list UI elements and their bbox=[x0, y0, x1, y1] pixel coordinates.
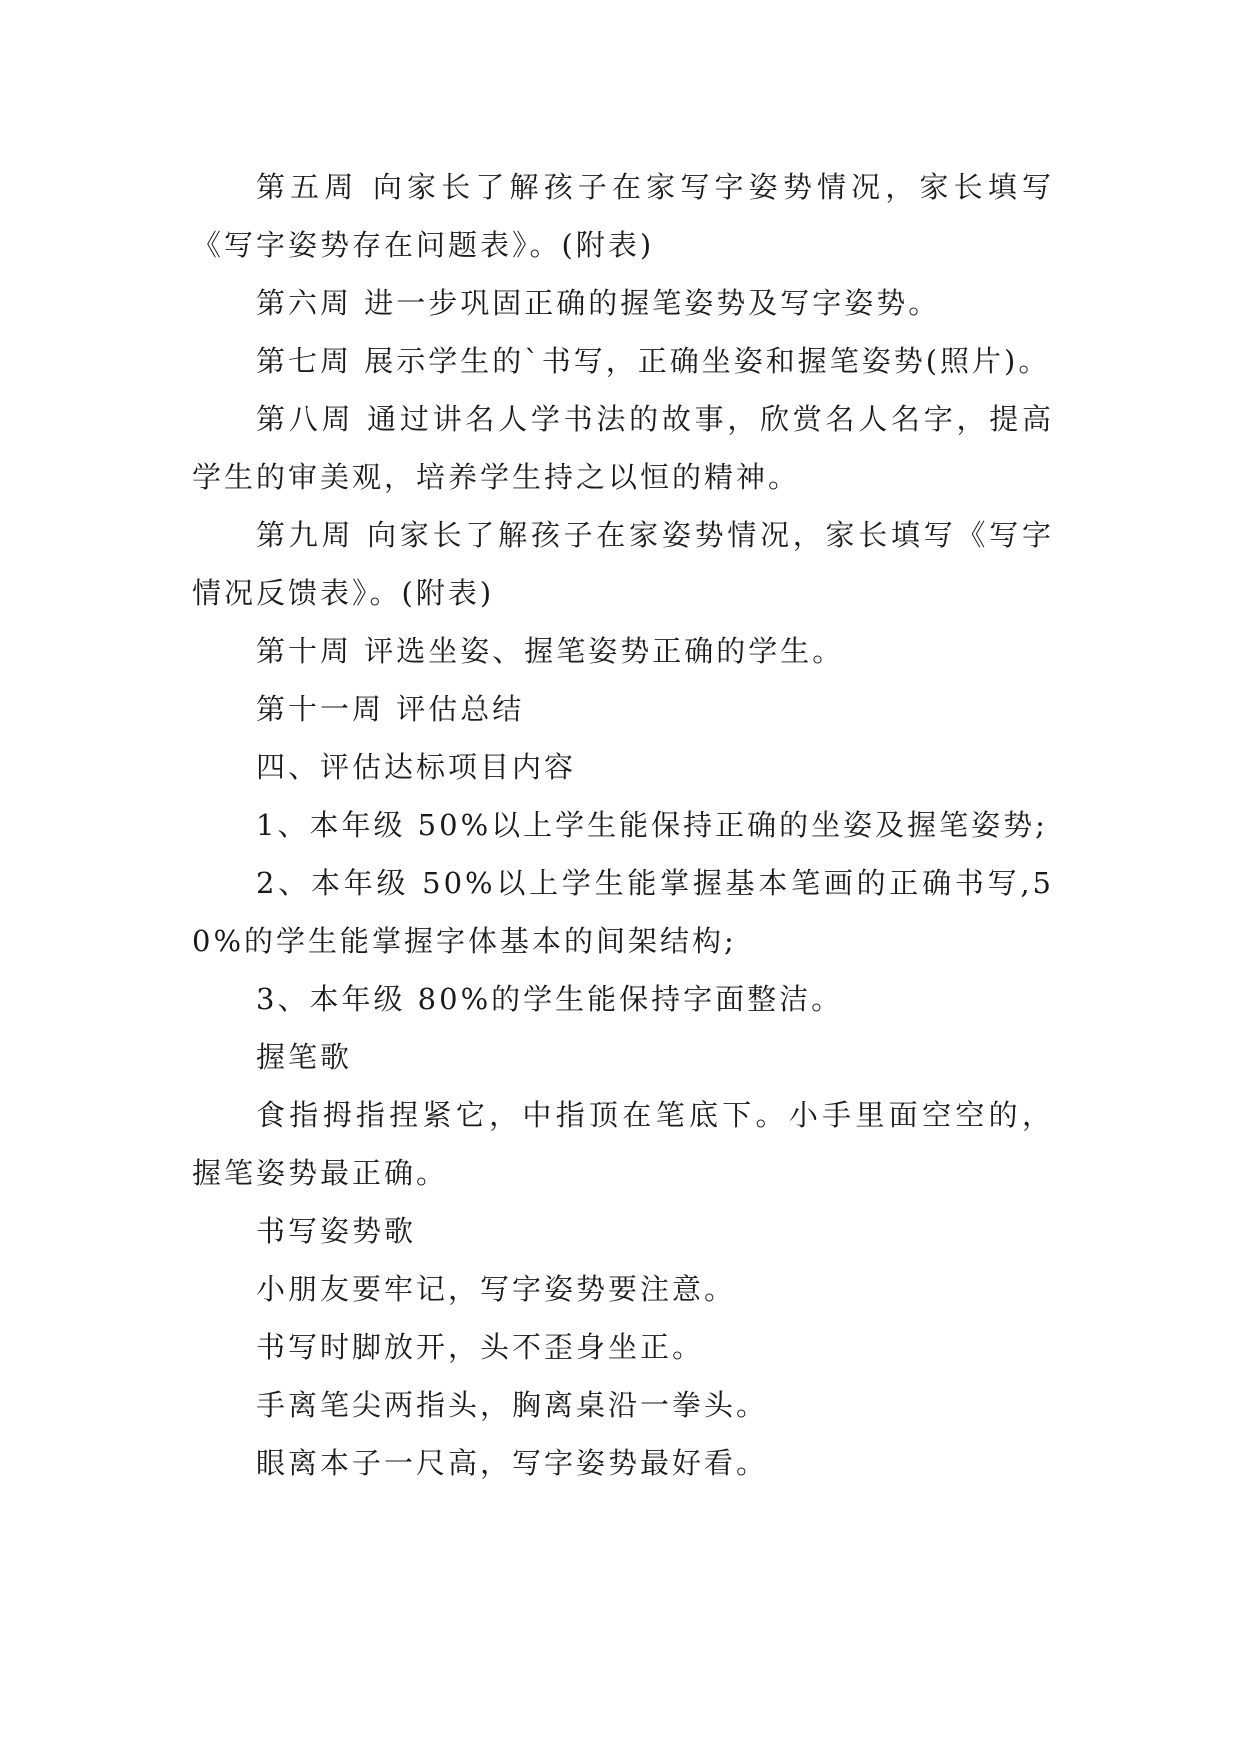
document-body bbox=[192, 158, 1054, 1492]
criterion-3: 3、本年级 80%的学生能保持字面整洁。 bbox=[256, 982, 844, 1016]
paragraph-week-6: 第六周 进一步巩固正确的握笔姿势及写字姿势。 bbox=[256, 286, 941, 320]
section-heading-evaluation: 四、评估达标项目内容 bbox=[256, 750, 577, 784]
criterion-1: 1、本年级 50%以上学生能保持正确的坐姿及握笔姿势; bbox=[256, 808, 1048, 842]
paragraph-week-10: 第十周 评选坐姿、握笔姿势正确的学生。 bbox=[256, 634, 845, 668]
rhyme-line-3: 手离笔尖两指头，胸离桌沿一拳头。 bbox=[256, 1388, 769, 1422]
rhyme-line-1: 小朋友要牢记，写字姿势要注意。 bbox=[256, 1272, 737, 1306]
rhyme-title-pen-grip: 握笔歌 bbox=[256, 1040, 353, 1074]
paragraph-week-8: 第八周 通过讲名人学书法的故事，欣赏名人名字，提高学生的审美观，培养学生持之以恒的精神。 bbox=[192, 402, 1054, 494]
rhyme-line-4: 眼离本子一尺高，写字姿势最好看。 bbox=[256, 1446, 769, 1480]
paragraph-week-11: 第十一周 评估总结 bbox=[256, 692, 525, 726]
paragraph-week-7: 第七周 展示学生的`书写，正确坐姿和握笔姿势(照片)。 bbox=[256, 344, 1051, 378]
rhyme-line-2: 书写时脚放开，头不歪身坐正。 bbox=[256, 1330, 705, 1364]
paragraph-week-5: 第五周 向家长了解孩子在家写字姿势情况，家长填写《写字姿势存在问题表》。(附表) bbox=[192, 170, 1054, 262]
paragraph-week-9: 第九周 向家长了解孩子在家姿势情况，家长填写《写字情况反馈表》。(附表) bbox=[192, 518, 1054, 610]
rhyme-title-writing-posture: 书写姿势歌 bbox=[256, 1214, 417, 1248]
rhyme-text-pen-grip: 食指拇指捏紧它，中指顶在笔底下。小手里面空空的，握笔姿势最正确。 bbox=[192, 1098, 1054, 1190]
criterion-2: 2、本年级 50%以上学生能掌握基本笔画的正确书写,50%的学生能掌握字体基本的间架结构; bbox=[192, 866, 1054, 958]
